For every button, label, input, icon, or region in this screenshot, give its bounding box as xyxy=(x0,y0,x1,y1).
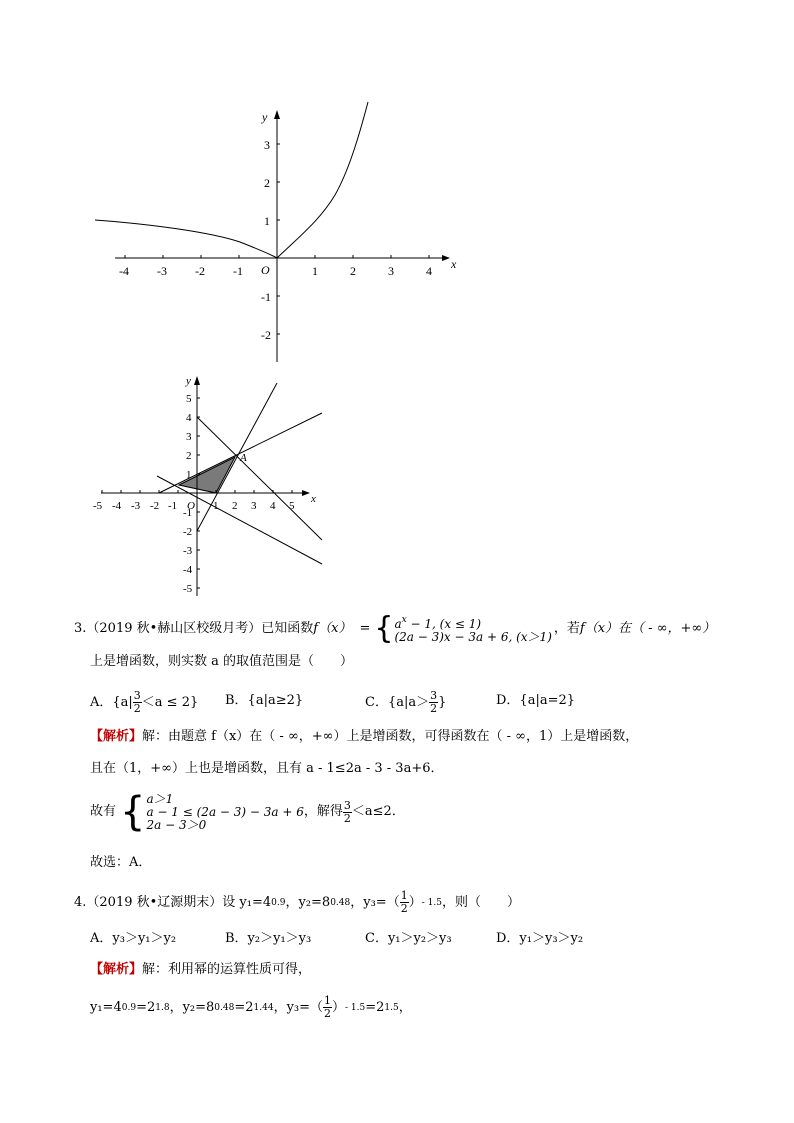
y-tick-label: 3 xyxy=(264,138,270,152)
x-axis-label: x xyxy=(451,257,457,271)
system-fraction: $\frac{3}{2}$ xyxy=(343,798,351,825)
x-tick-label: 2 xyxy=(350,264,356,278)
x-axis-label: x xyxy=(311,493,316,505)
x-tick-label: -5 xyxy=(93,500,103,512)
x-tick-label: -3 xyxy=(157,264,167,278)
left-brace-icon: { xyxy=(120,789,146,835)
option-c-prefix: C．{a|a＞ xyxy=(365,694,430,710)
y-tick-label: -5 xyxy=(183,583,193,595)
r4-exp: 1.44 xyxy=(253,1002,274,1013)
q3-option-d[interactable]: D．{a|a=2} xyxy=(496,693,576,708)
q4-stem xyxy=(74,890,520,915)
r8: ， xyxy=(398,999,412,1015)
option-a-fraction: $\frac{3}{2}$ xyxy=(133,689,141,715)
q3-option-a[interactable] xyxy=(90,690,198,715)
case1-rest: − 1, (x ≤ 1) xyxy=(406,617,482,631)
option-a-prefix: A．{a| xyxy=(90,694,133,710)
line-lower xyxy=(157,476,322,564)
q4-options xyxy=(90,931,610,949)
system-row-3: 2a − 3＞0 xyxy=(146,817,207,832)
case1-base: a xyxy=(394,617,402,631)
q3-fx: f（x） xyxy=(313,621,352,636)
y-tick-label: 2 xyxy=(186,450,192,462)
x-tick-label: -4 xyxy=(119,264,129,278)
x-tick-label: 4 xyxy=(270,500,276,512)
q3-options xyxy=(90,689,610,715)
q3-stem-c: f（x）在（ - ∞，+∞） xyxy=(579,621,716,636)
y-tick-label: -1 xyxy=(261,290,271,304)
q4-exp-3: - 1.5 xyxy=(421,897,442,908)
x-tick-label: -2 xyxy=(195,264,205,278)
q4-stem-e: ，则（ ） xyxy=(441,894,520,910)
r2: =2 xyxy=(136,999,156,1015)
q3-option-c[interactable] xyxy=(365,690,446,715)
origin-label: O xyxy=(261,263,270,277)
q3-eq: = xyxy=(359,621,371,636)
q3-stem-b: ，若 xyxy=(553,621,580,636)
x-tick-label: 4 xyxy=(426,264,432,278)
y-axis-arrow-icon xyxy=(194,376,200,385)
q4-stem-c: ，y₃=（ xyxy=(350,894,400,910)
y-tick-label: 1 xyxy=(186,469,192,481)
y-tick-label: 5 xyxy=(186,393,192,405)
x-tick-label: 1 xyxy=(213,500,219,512)
x-tick-label: 3 xyxy=(251,500,257,512)
q4-exp-1: 0.9 xyxy=(271,897,286,908)
q3-stem-line1 xyxy=(74,611,716,646)
r5: ，y₃=（ xyxy=(273,999,324,1015)
q3-system-line xyxy=(90,789,405,835)
r5-fraction: $\frac{1}{2}$ xyxy=(324,994,332,1020)
q3-source: 3.（2019 秋•赫山区校级月考）已知函数 xyxy=(74,621,314,636)
left-brace-icon: { xyxy=(374,611,394,646)
r7-exp: 1.5 xyxy=(384,1002,399,1013)
x-axis-arrow-icon xyxy=(442,255,450,261)
x-axis-arrow-icon xyxy=(302,490,310,496)
y-tick-label: 3 xyxy=(186,431,192,443)
analysis-text: 解：由题意 f（x）在（ - ∞，+∞）上是增函数，可得函数在（ - ∞，1）上是增函数， xyxy=(142,729,639,744)
r6: ） xyxy=(332,999,346,1015)
q4-analysis-line1 xyxy=(90,962,311,978)
q4-result-line xyxy=(90,995,412,1020)
system-mid: ，解得 xyxy=(303,804,343,819)
system-result: ＜a≤2． xyxy=(351,804,405,819)
x-tick-label: 5 xyxy=(289,500,295,512)
point-a-label: A xyxy=(240,452,247,464)
r4: =2 xyxy=(234,999,254,1015)
r1: y₁=4 xyxy=(90,999,122,1015)
x-tick-label: 1 xyxy=(312,264,318,278)
r3: ，y₂=8 xyxy=(169,999,215,1015)
piecewise-definition xyxy=(374,611,552,646)
y-tick-label: 2 xyxy=(264,176,270,190)
case2: (2a − 3)x − 3a + 6, (x＞1) xyxy=(394,630,552,644)
q4-exp-2: 0.48 xyxy=(330,897,351,908)
q3-option-b[interactable]: B．{a|a≥2} xyxy=(225,693,304,708)
r6-exp: - 1.5 xyxy=(345,1002,366,1013)
x-tick-label: -1 xyxy=(233,264,243,278)
y-tick-label: 4 xyxy=(186,412,192,424)
x-tick-label: -4 xyxy=(112,500,122,512)
q4-option-d[interactable]: D．y₁＞y₃＞y₂ xyxy=(496,931,584,946)
system-row-2: a − 1 ≤ (2a − 3) − 3a + 6 xyxy=(146,804,304,819)
option-c-fraction: $\frac{3}{2}$ xyxy=(430,689,438,715)
y-axis-arrow-icon xyxy=(274,110,280,119)
q3-analysis-line1 xyxy=(90,729,638,745)
analysis-tag: 【解析】 xyxy=(90,729,143,744)
case1-exponent: x xyxy=(401,615,407,625)
origin-label: O xyxy=(187,500,195,512)
y-axis-label: y xyxy=(186,375,191,387)
inequality-system xyxy=(120,789,304,835)
y-tick-label: -4 xyxy=(183,564,193,576)
analysis-tag: 【解析】 xyxy=(90,962,143,977)
y-tick-label: -1 xyxy=(183,507,193,519)
option-a-suffix: ＜a ≤ 2} xyxy=(141,694,199,710)
r3-exp: 0.48 xyxy=(214,1002,235,1013)
curve-right xyxy=(277,102,368,258)
x-tick-label: -3 xyxy=(131,500,141,512)
q4-option-a[interactable]: A．y₃＞y₁＞y₂ xyxy=(90,931,177,946)
q3-answer: 故选：A． xyxy=(90,855,152,870)
q3-analysis-line2: 且在（1，+∞）上也是增函数，且有 a - 1≤2a - 3 - 3a+6． xyxy=(90,761,444,776)
r2-exp: 1.8 xyxy=(155,1002,170,1013)
y-tick-label: -3 xyxy=(183,545,193,557)
q4-stem-b: ，y₂=8 xyxy=(285,894,331,910)
q4-stem-a: 4.（2019 秋•辽源期末）设 y₁=4 xyxy=(74,894,272,910)
q4-fraction: $\frac{1}{2}$ xyxy=(400,889,408,915)
x-tick-label: -1 xyxy=(168,500,178,512)
x-tick-label: 2 xyxy=(232,500,238,512)
q4-option-c[interactable]: C．y₁＞y₂＞y₃ xyxy=(365,931,452,946)
curve-left xyxy=(95,220,277,258)
q4-stem-d: ） xyxy=(408,894,422,910)
y-tick-label: 1 xyxy=(264,214,270,228)
r1-exp: 0.9 xyxy=(121,1002,137,1013)
analysis-text: 解：利用幂的运算性质可得， xyxy=(142,962,312,977)
function-graph-1 xyxy=(90,100,470,370)
region-graph-2 xyxy=(90,370,330,600)
q4-option-b[interactable]: B．y₂＞y₁＞y₃ xyxy=(225,931,312,946)
r7: =2 xyxy=(365,999,385,1015)
y-tick-label: -2 xyxy=(261,328,271,342)
system-prefix: 故有 xyxy=(90,804,117,819)
q3-stem-line2: 上是增函数，则实数 a 的取值范围是（ ） xyxy=(90,654,354,669)
x-tick-label: 3 xyxy=(388,264,394,278)
option-c-suffix: } xyxy=(438,694,447,710)
system-row-1: a＞1 xyxy=(146,791,174,806)
y-axis-label: y xyxy=(262,110,268,124)
x-tick-label: -2 xyxy=(150,500,160,512)
y-tick-label: -2 xyxy=(183,526,193,538)
